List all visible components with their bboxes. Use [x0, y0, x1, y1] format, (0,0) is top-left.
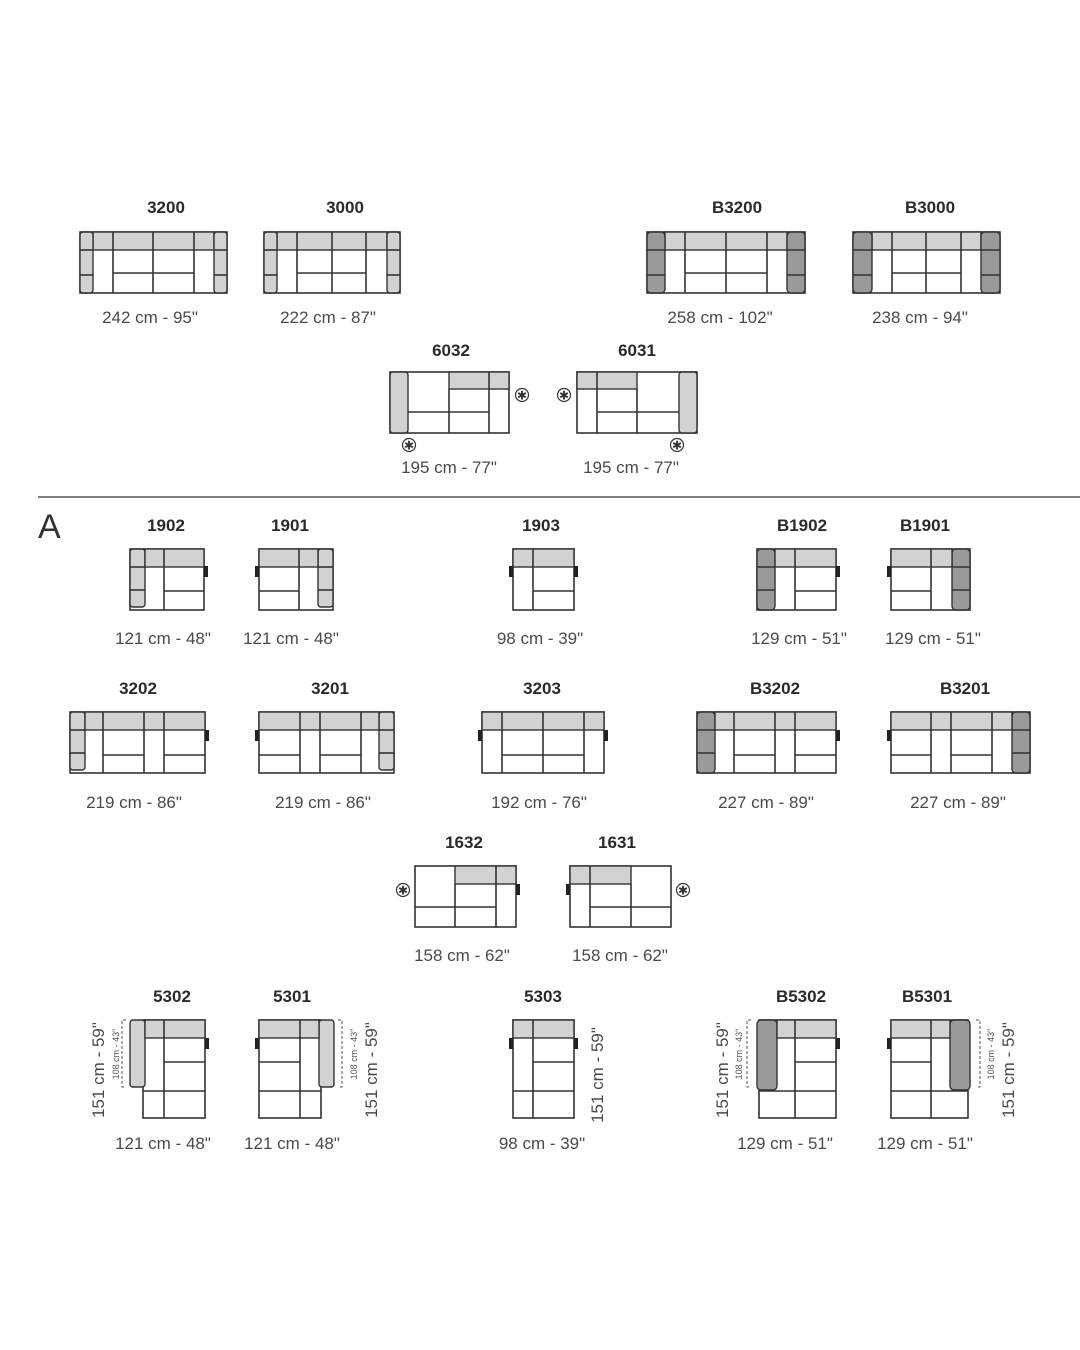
seat-depth-label: 108 cm - 43"	[734, 1028, 744, 1080]
model-code: 3202	[119, 679, 157, 698]
model-code: 1631	[598, 833, 636, 852]
model-5301	[244, 987, 381, 1153]
model-code: 3201	[311, 679, 349, 698]
model-dimension: 192 cm - 76"	[491, 793, 587, 812]
model-B3000	[853, 198, 1000, 327]
overall-depth-label: 151 cm - 59"	[362, 1022, 381, 1118]
model-code: 5303	[524, 987, 562, 1006]
model-code: 6032	[432, 341, 470, 360]
model-3000	[264, 198, 400, 327]
svg-text:✱: ✱	[516, 388, 528, 403]
model-B3202	[697, 679, 840, 812]
model-dimension: 121 cm - 48"	[115, 1134, 211, 1153]
model-dimension: 129 cm - 51"	[885, 629, 981, 648]
model-code: 5302	[153, 987, 191, 1006]
extension-symbol-icon	[403, 439, 416, 453]
model-dimension: 158 cm - 62"	[572, 946, 668, 965]
model-B5302	[713, 987, 840, 1153]
model-B3200	[647, 198, 805, 327]
overall-depth-label: 151 cm - 59"	[713, 1022, 732, 1118]
extension-symbol-icon	[677, 884, 690, 898]
extension-symbol-icon	[671, 439, 684, 453]
model-dimension: 129 cm - 51"	[751, 629, 847, 648]
model-6031	[558, 341, 698, 477]
model-1631	[566, 833, 690, 965]
model-3203	[478, 679, 608, 812]
model-dimension: 219 cm - 86"	[275, 793, 371, 812]
svg-text:✱: ✱	[558, 388, 570, 403]
model-1902	[115, 516, 211, 648]
model-code: 6031	[618, 341, 656, 360]
model-code: 5301	[273, 987, 311, 1006]
model-dimension: 158 cm - 62"	[414, 946, 510, 965]
model-dimension: 129 cm - 51"	[737, 1134, 833, 1153]
overall-depth-label: 151 cm - 59"	[999, 1022, 1018, 1118]
model-code: B1902	[776, 516, 828, 535]
model-code: 1632	[445, 833, 483, 852]
model-1901	[243, 516, 339, 648]
model-dimension: 129 cm - 51"	[877, 1134, 973, 1153]
model-dimension: 238 cm - 94"	[872, 308, 968, 327]
seat-depth-label: 108 cm - 43"	[986, 1028, 996, 1080]
extension-symbol-icon	[397, 884, 410, 898]
model-dimension: 121 cm - 48"	[115, 629, 211, 648]
model-code: 3000	[326, 198, 364, 217]
model-code: B3201	[939, 679, 991, 698]
section-label: A	[38, 508, 61, 546]
model-3202	[70, 679, 209, 812]
svg-text:✱: ✱	[677, 883, 689, 898]
model-6032	[390, 341, 529, 477]
model-code: B5301	[901, 987, 953, 1006]
model-dimension: 121 cm - 48"	[243, 629, 339, 648]
svg-text:✱: ✱	[403, 438, 415, 453]
extension-symbol-icon	[516, 389, 529, 403]
model-code: B3202	[749, 679, 801, 698]
model-code: B3000	[904, 198, 956, 217]
model-B3201	[887, 679, 1030, 812]
model-1632	[397, 833, 521, 965]
overall-depth-label: 151 cm - 59"	[588, 1027, 607, 1123]
model-B1901	[885, 516, 981, 648]
model-B1902	[751, 516, 847, 648]
model-dimension: 98 cm - 39"	[498, 1134, 586, 1153]
model-code: 1902	[147, 516, 185, 535]
model-3200	[80, 198, 227, 327]
model-code: 3203	[523, 679, 561, 698]
model-B5301	[877, 987, 1018, 1153]
model-dimension: 222 cm - 87"	[280, 308, 376, 327]
model-code: 1901	[271, 516, 309, 535]
model-dimension: 258 cm - 102"	[667, 308, 773, 327]
seat-depth-label: 108 cm - 43"	[349, 1028, 359, 1080]
overall-depth-label: 151 cm - 59"	[89, 1022, 108, 1118]
model-dimension: 195 cm - 77"	[583, 458, 679, 477]
model-dimension: 227 cm - 89"	[910, 793, 1006, 812]
model-code: B1901	[899, 516, 951, 535]
seat-depth-label: 108 cm - 43"	[111, 1028, 121, 1080]
extension-symbol-icon	[558, 389, 571, 403]
model-1903	[497, 516, 583, 648]
svg-text:✱: ✱	[671, 438, 683, 453]
model-code: 1903	[522, 516, 560, 535]
model-dimension: 195 cm - 77"	[401, 458, 497, 477]
model-dimension: 121 cm - 48"	[244, 1134, 340, 1153]
model-dimension: 219 cm - 86"	[86, 793, 182, 812]
model-dimension: 98 cm - 39"	[496, 629, 584, 648]
model-5303	[499, 987, 607, 1153]
model-3201	[255, 679, 394, 812]
model-code: 3200	[147, 198, 185, 217]
model-code: B5302	[775, 987, 827, 1006]
svg-text:✱: ✱	[397, 883, 409, 898]
model-code: B3200	[711, 198, 763, 217]
model-dimension: 227 cm - 89"	[718, 793, 814, 812]
model-5302	[89, 987, 211, 1153]
model-dimension: 242 cm - 95"	[102, 308, 198, 327]
